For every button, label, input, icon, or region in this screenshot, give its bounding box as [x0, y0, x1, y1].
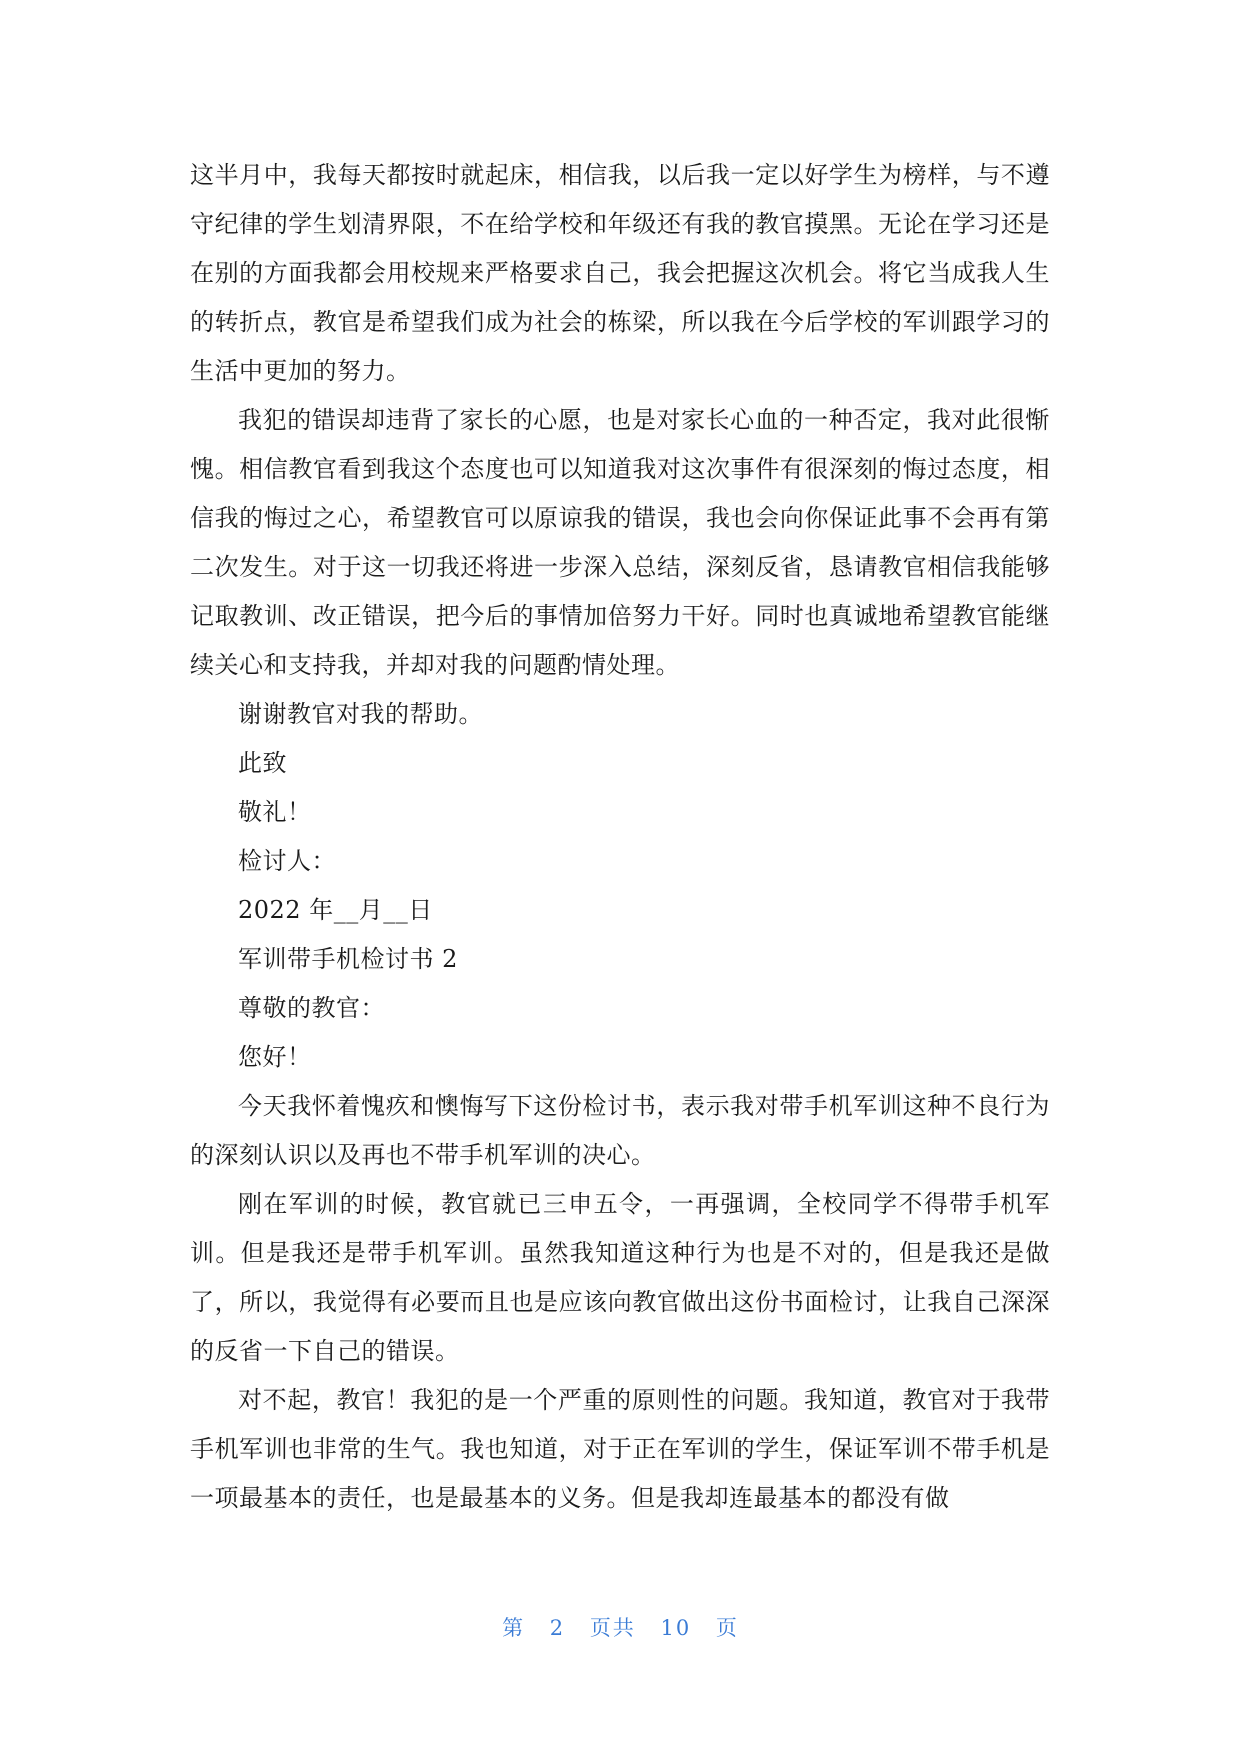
footer-prefix: 第 [502, 1616, 526, 1640]
paragraph-4: 刚在军训的时候，教官就已三申五令，一再强调，全校同学不得带手机军训。但是我还是带手机军训。虽然我知道这种行为也是不对的，但是我还是做了，所以，我觉得有必要而且也是应该向教官做出这份书面检讨，让我自己深深的反省一下自己的错误。 [190, 1190, 1050, 1365]
footer-current-page: 2 [549, 1616, 566, 1640]
paragraph-5: 对不起，教官！我犯的是一个严重的原则性的问题。我知道，教官对于我带手机军训也非常的生气。我也知道，对于正在军训的学生，保证军训不带手机是一项最基本的责任，也是最基本的义务。但是我却连最基本的都没有做 [190, 1386, 1050, 1512]
paragraph-1: 这半月中，我每天都按时就起床，相信我，以后我一定以好学生为榜样，与不遵守纪律的学生划清界限，不在给学校和年级还有我的教官摸黑。无论在学习还是在别的方面我都会用校规来严格要求自己，我会把握这次机会。将它当成我人生的转折点，教官是希望我们成为社会的栋梁，所以我在今后学校的军训跟学习的生活中更加的努力。 [190, 161, 1050, 385]
paragraph-greeting: 尊敬的教官： [238, 994, 385, 1022]
document-body [190, 151, 1050, 1523]
paragraph-signer: 检讨人： [238, 847, 336, 875]
paragraph-salute: 敬礼！ [238, 798, 312, 826]
paragraph-3: 今天我怀着愧疚和懊悔写下这份检讨书，表示我对带手机军训这种不良行为的深刻认识以及再也不带手机军训的决心。 [190, 1092, 1050, 1169]
paragraph-closing: 此致 [238, 749, 287, 777]
paragraph-thanks: 谢谢教官对我的帮助。 [238, 700, 483, 728]
paragraph-hello: 您好！ [238, 1043, 312, 1071]
paragraph-date: 2022 年__月__日 [238, 896, 433, 924]
page-footer [0, 1612, 1241, 1642]
footer-total-pages: 10 [660, 1616, 692, 1640]
section-title: 军训带手机检讨书 2 [238, 945, 458, 973]
paragraph-2: 我犯的错误却违背了家长的心愿，也是对家长心血的一种否定，我对此很惭愧。相信教官看到我这个态度也可以知道我对这次事件有很深刻的悔过态度，相信我的悔过之心，希望教官可以原谅我的错误，我也会向你保证此事不会再有第二次发生。对于这一切我还将进一步深入总结，深刻反省，恳请教官相信我能够记取教训、改正错误，把今后的事情加倍努力干好。同时也真诚地希望教官能继续关心和支持我，并却对我的问题酌情处理。 [190, 406, 1050, 679]
footer-suffix: 页 [715, 1616, 739, 1640]
footer-middle: 页共 [589, 1616, 636, 1640]
